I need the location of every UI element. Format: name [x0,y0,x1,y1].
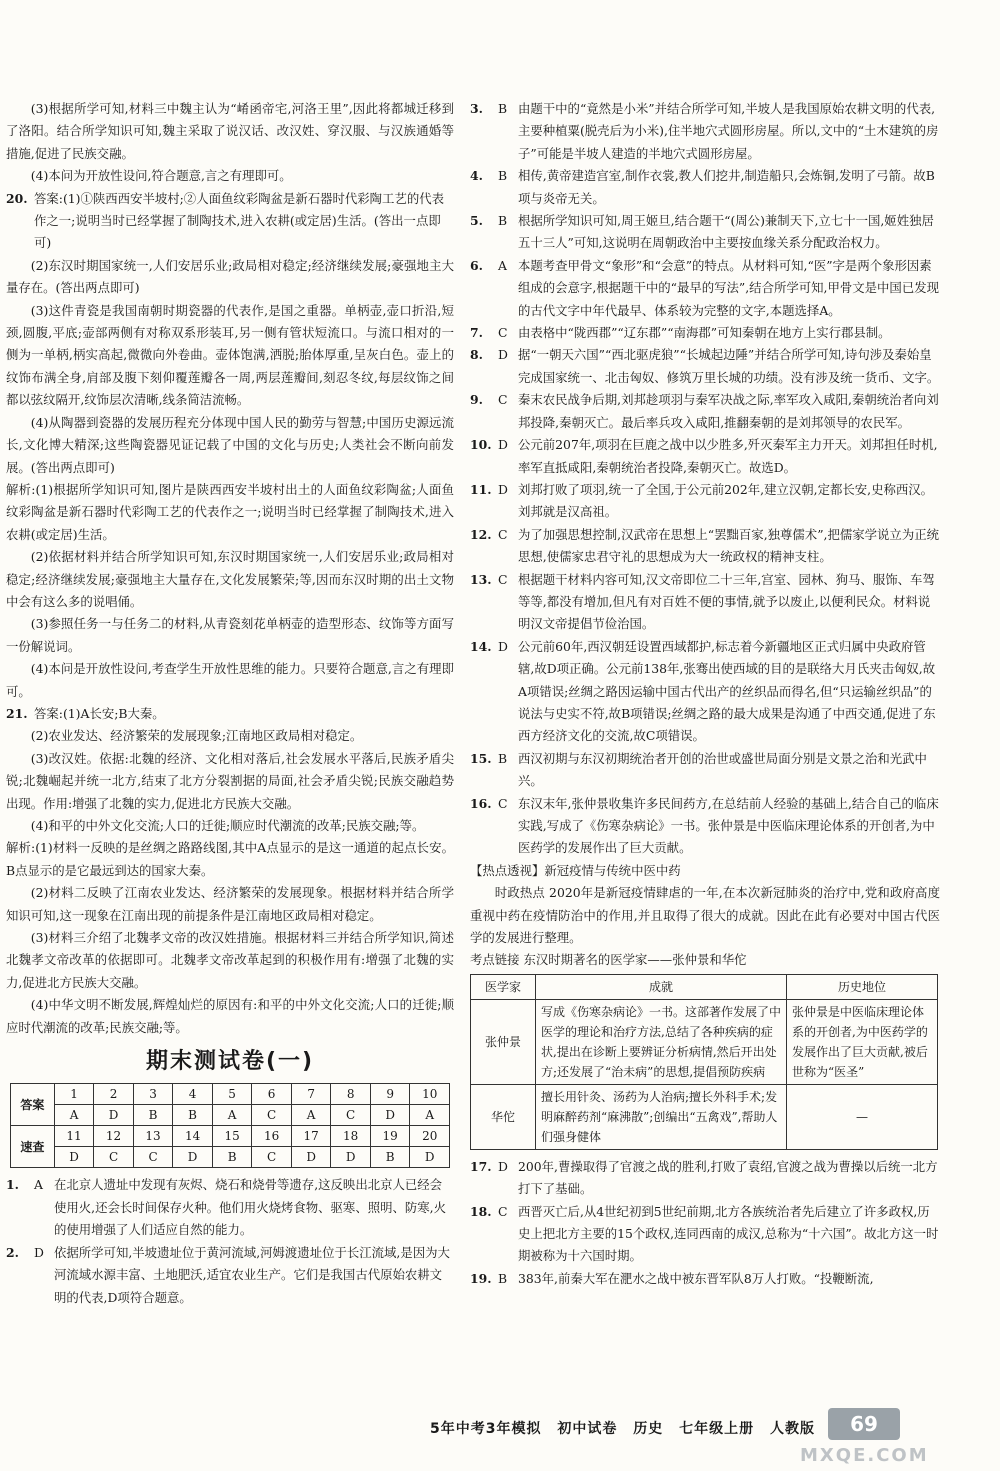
question-item [470,389,940,434]
answer-text: 200年,曹操取得了官渡之战的胜利,打败了袁绍,官渡之战为曹操以后统一北方打下了基础。 [518,1158,938,1197]
question-number: 21. [6,705,28,721]
table-cell: 7 [291,1084,331,1105]
question-item [470,524,940,569]
paragraph: (4)从陶器到瓷器的发展历程充分体现中国人民的勤劳与智慧;中国历史源远流长,文化博大精深;这些陶瓷器见证记载了中国的文化与历史;人类社会不断向前发展。(答出两点即可) [6,414,454,475]
question-item [470,255,940,322]
hot-topic-title: 【热点透视】新冠疫情与传统中医中药 [470,862,681,878]
question-number: 7. [470,325,483,341]
question-item [470,434,940,479]
question-item [470,98,940,165]
answer-letter: D [498,481,508,497]
paragraph: (2)东汉时期国家统一,人们安居乐业;政局相对稳定;经济继续发展;豪强地主大量存在。(答出两点即可) [6,257,454,296]
question-item [470,1201,940,1268]
question-item [470,793,940,860]
paragraph: (3)改汉姓。依据:北魏的经济、文化相对落后,社会发展水平落后,民族矛盾尖锐;北魏崛起并统一北方,结束了北方分裂割据的局面,社会矛盾尖锐;民族交融趋势出现。作用:增强了北魏的实力,促进北方民族大交融。 [6,750,454,811]
table-cell: 11 [54,1126,94,1147]
answer-letter: C [498,325,508,341]
table-cell: 12 [94,1126,134,1147]
right-column [470,98,940,1290]
question-item [470,748,940,793]
question-item [470,165,940,210]
answer-text: 答案:(1)①陕西西安半坡村;②人面鱼纹彩陶盆是新石器时代彩陶工艺的代表作之一;说明当时已经掌握了制陶技术,进入农耕(或定居)生活。(答出一点即可) [34,190,445,251]
paragraph: (3)材料三介绍了北魏孝文帝的改汉姓措施。根据材料三并结合所学知识,简述北魏孝文帝改革的依据即可。北魏孝文帝改革起到的积极作用有:增强了北魏的实力,促进北方民族大交融。 [6,930,454,990]
table-cell: B [133,1105,173,1126]
table-cell: A [54,1105,94,1126]
table-cell: 华佗 [471,1084,536,1149]
paragraph: (2)材料二反映了江南农业发达、经济繁荣的发展现象。根据材料并结合所学知识可知,这一现象在江南出现的前提条件是江南地区政局相对稳定。 [6,885,454,923]
answer-text: 根据题干材料内容可知,汉文帝即位二十三年,宫室、园林、狗马、服饰、车驾等等,都没有增加,但凡有对百姓不便的事情,就予以废止,以便利民众。材料说明汉文帝提倡节俭治国。 [518,571,935,632]
answer-letter: B [498,168,508,184]
paragraph: (3)参照任务一与任务二的材料,从青瓷刻花单柄壶的造型形态、纹饰等方面写一份解说词。 [6,616,454,654]
paper-type: 初中试卷 [557,1421,618,1437]
question-number: 9. [470,392,483,408]
answer-letter: D [498,1158,508,1174]
table-cell: D [410,1147,450,1168]
question-item [470,1268,940,1290]
answer-letter: D [498,347,508,363]
table-header: 成就 [536,974,787,999]
table-cell: 19 [370,1126,410,1147]
question-number: 19. [470,1270,492,1286]
table-cell: 1 [54,1084,94,1105]
answer-text: 西汉初期与东汉初期统治者开创的治世或盛世局面分别是文景之治和光武中兴。 [518,750,927,789]
question-number: 3. [470,101,483,116]
answer-text: 秦末农民战争后期,刘邦趁项羽与秦军决战之际,率军攻入咸阳,秦朝统治者向刘邦投降,秦朝灭亡。最后率兵攻入咸阳,推翻秦朝的是刘邦领导的农民军。 [518,392,939,430]
question-number: 10. [470,437,492,453]
answer-text: 东汉末年,张仲景收集许多民间药方,在总结前人经验的基础上,结合自己的临床实践,写成了《伤寒杂病论》一书。张仲景是中医临床理论体系的开创者,为中医药学的发展作出了巨大贡献。 [518,795,939,856]
table-header: 历史地位 [787,974,938,999]
question-number: 8. [470,347,483,363]
answer-letter: C [498,795,508,811]
answer-letter: B [498,1270,508,1286]
question-1 [6,1174,454,1241]
question-number: 16. [470,795,492,811]
table-cell: 17 [291,1126,331,1147]
table-cell: — [787,1084,938,1149]
answer-letter: A [498,257,507,273]
table-cell: 16 [252,1126,292,1147]
answer-letter: B [498,101,508,116]
answer-table [10,1083,450,1168]
table-cell: 20 [410,1126,450,1147]
question-number: 12. [470,526,492,542]
question-number: 6. [470,257,483,273]
answer-letter: D [34,1244,44,1260]
table-cell: B [370,1147,410,1168]
answer-text: 答案:(1)A长安;B大秦。 [34,705,165,721]
table-cell: A [212,1105,252,1126]
table-cell: 2 [94,1084,134,1105]
table-cell: C [94,1147,134,1168]
answer-letter: D [498,437,508,453]
table-cell: 6 [252,1084,292,1105]
question-number: 14. [470,638,492,654]
answer-text: 由题干中的“竟然是小米”并结合所学可知,半坡人是我国原始农耕文明的代表,主要种植粟(脱壳后为小米),住半地穴式圆形房屋。所以,文中的“土木建筑的房子”可能是半坡人建造的半地穴式圆形房屋。 [518,101,939,161]
question-number: 20. [6,190,28,206]
answer-letter: D [498,638,508,654]
answer-text: 为了加强思想控制,汉武帝在思想上“罢黜百家,独尊儒术”,把儒家学说立为正统思想,使儒家忠君守礼的思想成为大一统政权的精神支柱。 [518,526,939,565]
answer-text: 依据所学可知,半坡遗址位于黄河流域,河姆渡遗址位于长江流域,是因为大河流域水源丰富、土地肥沃,适宜农业生产。它们是我国古代原始农耕文明的代表,D项符合题意。 [54,1244,450,1305]
table-cell: 14 [173,1126,213,1147]
question-2 [6,1242,454,1309]
answer-text: 在北京人遗址中发现有灰烬、烧石和烧骨等遗存,这反映出北京人已经会使用火,还会长时间保存火种。他们用火烧烤食物、驱寒、照明、防寒,火的使用增强了人们适应自然的能力。 [54,1177,446,1238]
table-header: 医学家 [471,974,536,999]
paragraph: (3)根据所学可知,材料三中魏主认为“崤函帝宅,河洛王里”,因此将都城迁移到了洛阳。结合所学知识可知,魏主采取了说汉话、改汉姓、穿汉服、与汉族通婚等措施,促进了民族交融。 [6,101,454,161]
answer-letter: B [498,750,508,766]
answer-letter: C [498,1203,508,1219]
paragraph: (4)本问是开放性设问,考查学生开放性思维的能力。只要符合题意,言之有理即可。 [6,661,454,699]
table-side-label: 答案 [11,1084,55,1126]
question-number: 17. [470,1158,492,1174]
table-cell: B [173,1105,213,1126]
table-cell: D [331,1147,371,1168]
answer-letter: B [498,213,508,229]
answer-text: 公元前60年,西汉朝廷设置西域都护,标志着今新疆地区正式归属中央政府管辖,故D项正确。公元前138年,张骞出使西域的目的是联络大月氏夹击匈奴,故A项错误;丝绸之路因运输中国古代出产的丝织品而得名,但“只运输丝织品”的说法与史实不符,故B项错误;丝绸之路的最大成果是沟通了中西交通,促进了东西方经济文化的交流,故C项错误。 [518,638,936,744]
table-cell: C [331,1105,371,1126]
question-number: 13. [470,571,492,587]
answer-text: 由表格中“陇西郡”“辽东郡”“南海郡”可知秦朝在地方上实行郡县制。 [518,325,891,341]
left-column [6,98,454,1309]
question-number: 11. [470,481,492,497]
table-side-label: 速查 [11,1126,55,1168]
table-cell: A [410,1105,450,1126]
answer-text: 据“一朝天六国”“西北驱虎狼”“长城起边陲”并结合所学可知,诗句涉及秦始皇完成国家统一、北击匈奴、修筑万里长城的功绩。没有涉及统一货币、文字。 [518,347,940,385]
answer-text: 根据所学知识可知,周王姬旦,结合题干“(周公)兼制天下,立七十一国,姬姓独居五十三人”可知,这说明在周朝政治中主要按血缘关系分配政治权力。 [518,213,934,251]
table-cell: C [133,1147,173,1168]
table-cell: 9 [370,1084,410,1105]
table-cell: 擅长用针灸、汤药为人治病;擅长外科手术;发明麻醉药剂“麻沸散”;创编出“五禽戏”,帮助人们强身健体 [536,1084,787,1149]
table-cell: 张仲景是中医临床理论体系的开创者,为中医药学的发展作出了巨大贡献,被后世称为“医圣” [787,999,938,1084]
question-item [470,479,940,524]
subject: 历史 [633,1421,664,1437]
question-item [470,1156,940,1201]
table-cell: 张仲景 [471,999,536,1084]
question-number: 4. [470,168,483,184]
question-number: 1. [6,1177,19,1193]
answer-letter: C [498,392,508,408]
paragraph: (4)和平的中外文化交流;人口的迁徙;顺应时代潮流的改革;民族交融;等。 [30,818,425,833]
table-cell: D [94,1105,134,1126]
table-cell: C [252,1147,292,1168]
question-number: 15. [470,750,492,766]
table-cell: B [212,1147,252,1168]
paragraph: (4)中华文明不断发展,辉煌灿烂的原因有:和平的中外文化交流;人口的迁徙;顺应时代潮流的改革;民族交融;等。 [6,997,454,1035]
paragraph: (2)农业发达、经济繁荣的发展现象;江南地区政局相对稳定。 [30,728,363,744]
table-cell: 18 [331,1126,371,1147]
table-cell: D [370,1105,410,1126]
table-cell: 写成《伤寒杂病论》一书。这部著作发展了中医学的理论和治疗方法,总结了各种疾病的症状,提出在诊断上要辨证分析病情,然后开出处方;还发展了“治未病”的思想,提倡预防疾病 [536,999,787,1084]
grade: 七年级上册 [679,1421,755,1437]
paragraph: (2)依据材料并结合所学知识可知,东汉时期国家统一,人们安居乐业;政局相对稳定;经济继续发展;豪强地主大量存在,文化发展繁荣;等,因而东汉时期的出土文物中会有这么多的说唱俑。 [6,549,454,609]
analysis-text: 解析:(1)根据所学知识可知,图片是陕西西安半坡村出土的人面鱼纹彩陶盆;人面鱼纹彩陶盆是新石器时代彩陶工艺的代表作之一;说明当时已经掌握了制陶技术,进入农耕(或定居)生活。 [6,481,454,542]
question-number: 18. [470,1203,492,1219]
paragraph: 考点链接 东汉时期著名的医学家——张仲景和华佗 [470,952,747,968]
table-cell: A [291,1105,331,1126]
table-cell: C [252,1105,292,1126]
table-cell: D [54,1147,94,1168]
analysis-text: 解析:(1)材料一反映的是丝绸之路路线图,其中A点显示的是这一通道的起点长安。B点显示的是它最远到达的国家大秦。 [6,840,454,878]
table-cell: 10 [410,1084,450,1105]
question-number: 5. [470,213,483,229]
book-title: 5年中考3年模拟 [430,1421,542,1437]
medical-figures-table [470,974,938,1150]
question-21 [6,703,454,725]
paragraph: (4)本问为开放性设问,符合题意,言之有理即可。 [30,168,292,184]
question-item [470,322,940,344]
page-number: 69 [828,1408,900,1440]
answer-letter: C [498,571,508,587]
answer-text: 公元前207年,项羽在巨鹿之战中以少胜多,歼灭秦军主力开天。刘邦担任时机,率军直抵咸阳,秦朝统治者投降,秦朝灭亡。故选D。 [518,437,938,475]
table-cell: 3 [133,1084,173,1105]
paragraph: (3)这件青瓷是我国南朝时期瓷器的代表作,是国之重器。单柄壶,壶口折沿,短颈,圆腹,平底;壶部两侧有对称双系形装耳,另一侧有管状短流口。与流口相对的一侧为一单柄,柄实高起,微微向外卷曲。壶体饱满,洒脱;胎体厚重,呈灰白色。壶上的纹饰布满全身,肩部及腹下刻仰覆莲瓣各一周,两层莲瓣间,刻忍冬纹,每层纹饰之间都以弦纹隔开,纹饰层次清晰,线条简洁流畅。 [6,302,454,408]
paragraph: 时政热点 2020年是新冠疫情肆虐的一年,在本次新冠肺炎的治疗中,党和政府高度重视中药在疫情防治中的作用,并且取得了很大的成就。因此在此有必要对中国古代医学的发展进行整理。 [470,885,940,946]
section-title: 期末测试卷(一) [145,1049,315,1075]
edition: 人教版 [769,1421,815,1437]
watermark: MXQE.COM [800,1445,929,1466]
table-cell: 15 [212,1126,252,1147]
answer-text: 刘邦打败了项羽,统一了全国,于公元前202年,建立汉朝,定都长安,史称西汉。刘邦就是汉高祖。 [518,481,934,520]
answer-text: 相传,黄帝建造宫室,制作衣裳,教人们挖井,制造船只,会炼铜,发明了弓箭。故B项与炎帝无关。 [518,168,935,206]
question-number: 2. [6,1244,19,1260]
question-item [470,344,940,389]
answer-letter: C [498,526,508,542]
table-cell: D [291,1147,331,1168]
answer-letter: A [34,1177,43,1193]
table-cell: D [173,1147,213,1168]
table-cell: 4 [173,1084,213,1105]
question-item [470,569,940,636]
answer-text: 本题考查甲骨文“象形”和“会意”的特点。从材料可知,“医”字是两个象形因素组成的会意字,根据题干中的“最早的写法”,结合所学可知,甲骨文是中国已发现的古代文字中年代最早、体系较为完整的文字,本题选择A。 [518,257,939,318]
table-cell: 8 [331,1084,371,1105]
answer-text: 383年,前秦大军在淝水之战中被东晋军队8万人打败。“投鞭断流, [518,1270,874,1286]
table-cell: 13 [133,1126,173,1147]
question-20 [6,188,454,255]
question-item [470,210,940,255]
answer-text: 西晋灭亡后,从4世纪初到5世纪前期,北方各族统治者先后建立了许多政权,历史上把北方主要的15个政权,连同西南的成汉,总称为“十六国”。故北方这一时期被称为十六国时期。 [518,1203,939,1264]
table-cell: 5 [212,1084,252,1105]
question-item [470,636,940,748]
